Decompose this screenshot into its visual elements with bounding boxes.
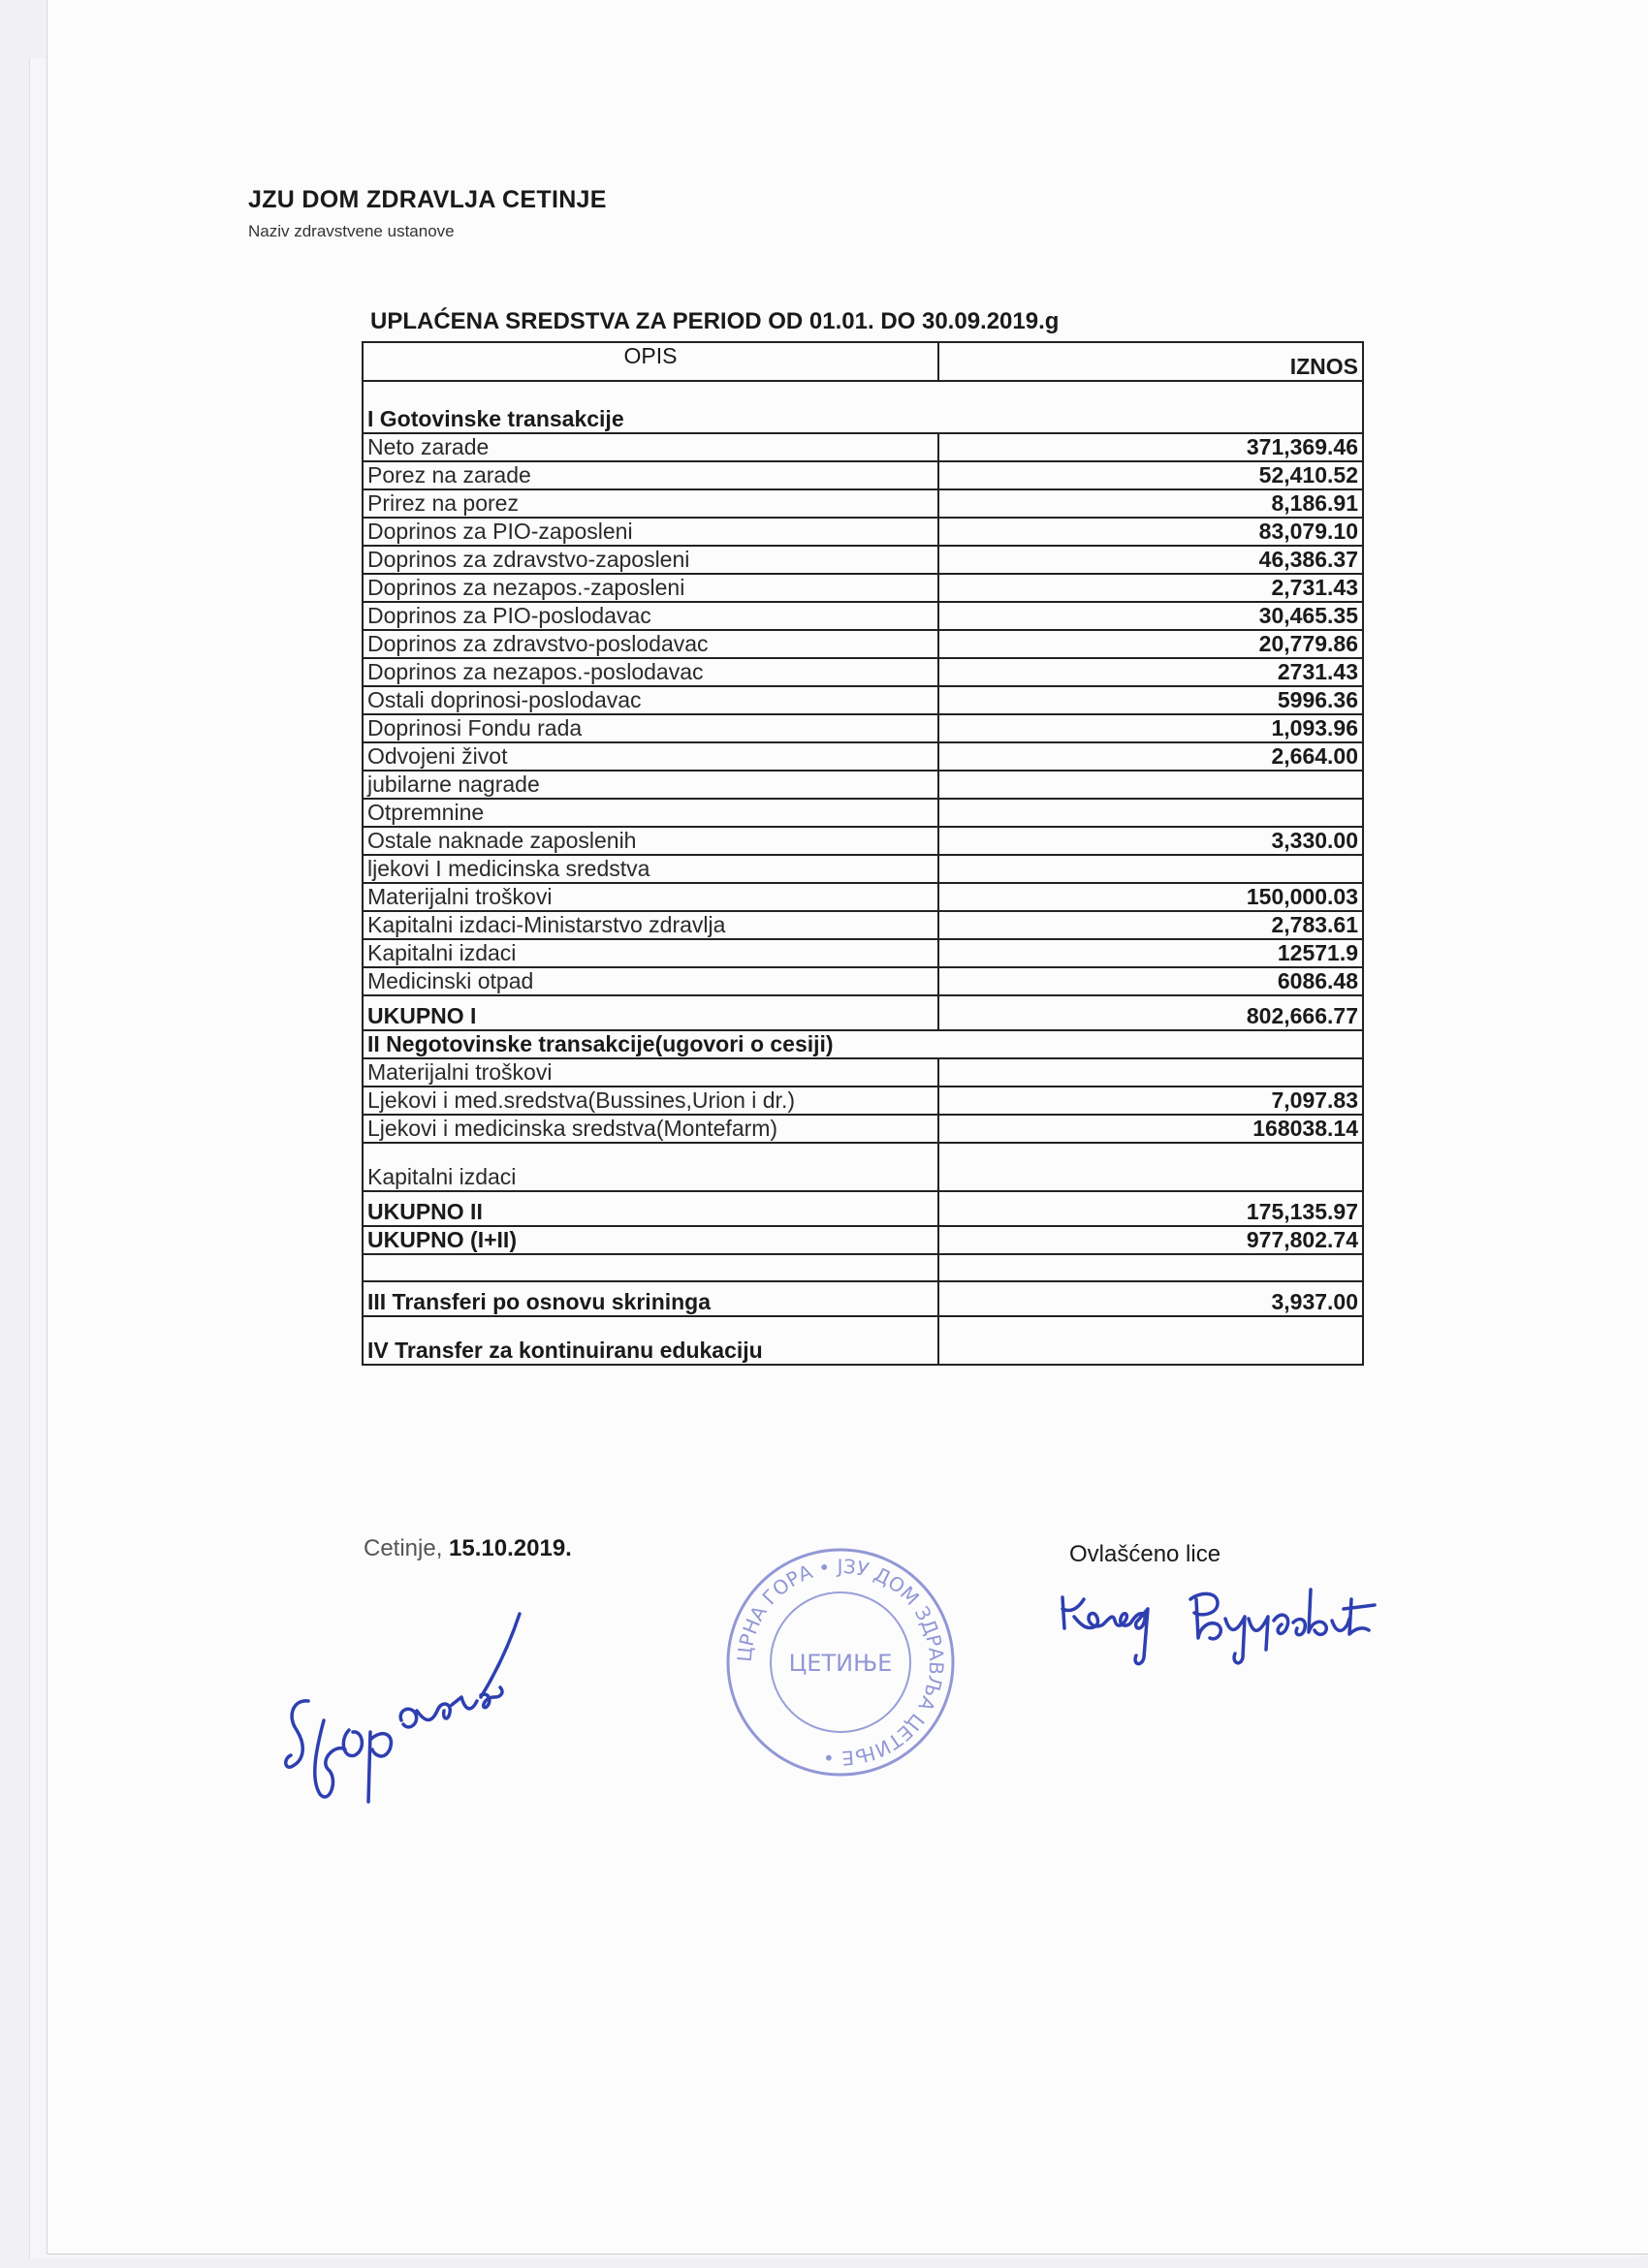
row-description: UKUPNO II <box>363 1191 938 1226</box>
row-amount: 46,386.37 <box>938 546 1363 574</box>
row-amount: 20,779.86 <box>938 630 1363 658</box>
row-amount: 3,330.00 <box>938 827 1363 855</box>
table-row <box>363 799 1363 827</box>
row-amount: 168038.14 <box>938 1115 1363 1143</box>
section-row <box>363 1030 1363 1058</box>
row-amount: 12571.9 <box>938 939 1363 967</box>
table-row <box>363 433 1363 461</box>
row-description: Odvojeni život <box>363 742 938 771</box>
table-row <box>363 911 1363 939</box>
table-header-row <box>363 342 1363 381</box>
row-description: jubilarne nagrade <box>363 771 938 799</box>
row-amount: 2,783.61 <box>938 911 1363 939</box>
row-description: Kapitalni izdaci-Ministarstvo zdravlja <box>363 911 938 939</box>
table-row <box>363 939 1363 967</box>
row-amount: 977,802.74 <box>938 1226 1363 1254</box>
second-signature <box>281 1604 572 1817</box>
table-row <box>363 883 1363 911</box>
row-description: Materijalni troškovi <box>363 1058 938 1087</box>
document-header <box>248 186 607 241</box>
total-row <box>363 1191 1363 1226</box>
row-amount <box>938 1143 1363 1191</box>
row-amount: 8,186.91 <box>938 489 1363 518</box>
row-description: Doprinos za zdravstvo-poslodavac <box>363 630 938 658</box>
table-row <box>363 602 1363 630</box>
row-amount <box>938 1254 1363 1281</box>
row-description: Neto zarade <box>363 433 938 461</box>
row-description: Doprinos za PIO-zaposleni <box>363 518 938 546</box>
row-amount: 1,093.96 <box>938 714 1363 742</box>
table-row <box>363 686 1363 714</box>
row-description: Kapitalni izdaci <box>363 939 938 967</box>
row-amount: 30,465.35 <box>938 602 1363 630</box>
row-amount: 83,079.10 <box>938 518 1363 546</box>
row-description: Otpremnine <box>363 799 938 827</box>
section-1-heading: I Gotovinske transakcije <box>363 381 1363 433</box>
total-row <box>363 995 1363 1030</box>
row-amount <box>938 799 1363 827</box>
row-description: Doprinos za nezapos.-poslodavac <box>363 658 938 686</box>
table-row <box>363 714 1363 742</box>
row-amount <box>938 771 1363 799</box>
table-row <box>363 658 1363 686</box>
row-amount: 2731.43 <box>938 658 1363 686</box>
row-description: IV Transfer za kontinuiranu edukaciju <box>363 1316 938 1365</box>
authorized-person-label: Ovlašćeno lice <box>1069 1541 1221 1567</box>
row-description: Doprinos za nezapos.-zaposleni <box>363 574 938 602</box>
row-amount: 5996.36 <box>938 686 1363 714</box>
row-amount: 150,000.03 <box>938 883 1363 911</box>
row-description: Ljekovi i medicinska sredstva(Montefarm) <box>363 1115 938 1143</box>
organization-subtitle: Naziv zdravstvene ustanove <box>248 222 455 240</box>
table-row <box>363 574 1363 602</box>
section-3-row <box>363 1281 1363 1316</box>
row-description: UKUPNO (I+II) <box>363 1226 938 1254</box>
row-description: Materijalni troškovi <box>363 883 938 911</box>
table-row <box>363 489 1363 518</box>
row-description: III Transferi po osnovu skrininga <box>363 1281 938 1316</box>
row-amount <box>938 855 1363 883</box>
column-header-description: OPIS <box>363 342 938 381</box>
place-date <box>364 1535 572 1562</box>
place: Cetinje, <box>364 1535 443 1561</box>
payments-table <box>362 341 1364 1366</box>
table-row <box>363 742 1363 771</box>
section-2-heading: II Negotovinske transakcije(ugovori o cesiji) <box>363 1030 1363 1058</box>
table-row <box>363 630 1363 658</box>
section-row <box>363 381 1363 433</box>
row-amount: 371,369.46 <box>938 433 1363 461</box>
authorized-signature <box>1055 1570 1423 1677</box>
row-description: ljekovi I medicinska sredstva <box>363 855 938 883</box>
section-4-row <box>363 1316 1363 1365</box>
row-description: Doprinos za zdravstvo-zaposleni <box>363 546 938 574</box>
row-description: Ostale naknade zaposlenih <box>363 827 938 855</box>
table-row <box>363 546 1363 574</box>
date: 15.10.2019. <box>449 1535 572 1561</box>
row-description: UKUPNO I <box>363 995 938 1030</box>
row-amount: 7,097.83 <box>938 1087 1363 1115</box>
row-amount <box>938 1316 1363 1365</box>
row-description: Porez na zarade <box>363 461 938 489</box>
row-description: Ostali doprinosi-poslodavac <box>363 686 938 714</box>
row-amount: 2,664.00 <box>938 742 1363 771</box>
spacer-row <box>363 1254 1363 1281</box>
row-description: Ljekovi i med.sredstva(Bussines,Urion i dr.) <box>363 1087 938 1115</box>
stamp-ring-text: ЦРНА ГОРА • ЈЗУ ДОМ ЗДРАВЉА ЦЕТИЊЕ • <box>732 1554 949 1771</box>
row-description <box>363 1254 938 1281</box>
table-row <box>363 827 1363 855</box>
row-description: Doprinos za PIO-poslodavac <box>363 602 938 630</box>
official-stamp <box>719 1541 962 1783</box>
row-description: Kapitalni izdaci <box>363 1143 938 1191</box>
row-amount: 6086.48 <box>938 967 1363 995</box>
row-amount: 3,937.00 <box>938 1281 1363 1316</box>
column-header-amount: IZNOS <box>938 342 1363 381</box>
total-row <box>363 1226 1363 1254</box>
table-title: UPLAĆENA SREDSTVA ZA PERIOD OD 01.01. DO 30.09.2019.g <box>370 308 1060 334</box>
table-row <box>363 855 1363 883</box>
table-row <box>363 1115 1363 1143</box>
table-row <box>363 967 1363 995</box>
row-amount <box>938 1058 1363 1087</box>
row-description: Prirez na porez <box>363 489 938 518</box>
row-amount: 52,410.52 <box>938 461 1363 489</box>
table-row <box>363 1143 1363 1191</box>
row-amount: 802,666.77 <box>938 995 1363 1030</box>
table-row <box>363 1087 1363 1115</box>
table-row <box>363 771 1363 799</box>
table-row <box>363 518 1363 546</box>
row-amount: 175,135.97 <box>938 1191 1363 1226</box>
table-row <box>363 461 1363 489</box>
organization-name: JZU DOM ZDRAVLJA CETINJE <box>248 186 607 213</box>
row-description: Medicinski otpad <box>363 967 938 995</box>
stamp-center-text: ЦЕТИЊЕ <box>788 1650 893 1677</box>
row-amount: 2,731.43 <box>938 574 1363 602</box>
row-description: Doprinosi Fondu rada <box>363 714 938 742</box>
table-row <box>363 1058 1363 1087</box>
